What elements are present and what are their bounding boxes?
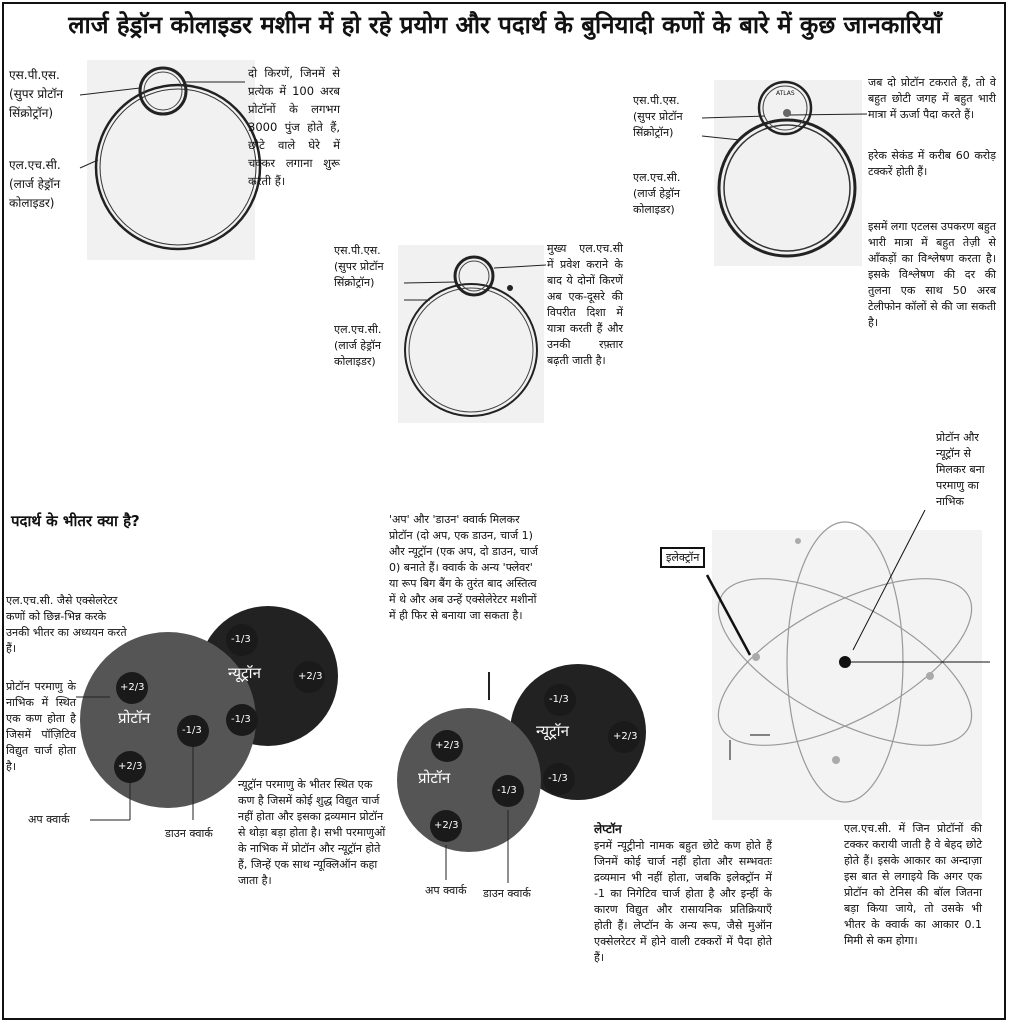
quark-up-2b: +2/3 <box>435 740 460 751</box>
neutron-label-2: न्यूट्रॉन <box>536 722 569 740</box>
lhc-label-2: एल.एच.सी. (लार्ज हेड्रॉन कोलाइडर) <box>334 323 382 368</box>
beams-start-text: दो किरणें, जिनमें से प्रत्येक में 100 अरब प्रोटॉनों के लगभग 3000 पुंज होते हैं, छोटे वाले घेरे में चक्कर लगाना शुरू करती हैं। <box>248 66 340 188</box>
electron-label: इलेक्ट्रॉन <box>660 547 705 568</box>
sps-label-1: एस.पी.एस. (सुपर प्रोटॉन सिंक्रोट्रॉन) <box>9 68 64 120</box>
neutron-definition-text: न्यूट्रॉन परमाणु के भीतर स्थित एक कण है जिसमें कोई शुद्ध विद्युत चार्ज नहीं होता और इसका द्रव्यमान प्रोटॉन से थोड़ा बड़ा होता है। सभी परमाणुओं के नाभिक में प्रोटॉन और न्यूट्रॉन होते हैं, जिन्हें एक साथ न्यूक्लिऑन कहा जाता है। <box>238 778 386 887</box>
down-quark-label-1: डाउन क्वार्क <box>165 827 213 840</box>
quark-down-2b: -1/3 <box>548 773 568 784</box>
lepton-text: इनमें न्यूट्रीनो नामक बहुत छोटे कण होते हैं जिनमें कोई चार्ज नहीं होता और सम्भवतः द्रव्यमान भी नहीं होता, जबकि इलेक्ट्रॉन में -1 का निगेटिव चार्ज होता है और इन्हीं के कारण विद्युत और रासायनिक प्रतिक्रियाएँ होती हैं। लेप्टॉन के अन्य रूप, जैसे मुऑन एक्सेलरेटर में होने वाली टक्करों में पैदा होते हैं। <box>594 839 772 964</box>
lhc-label-1: एल.एच.सी. (लार्ज हेड्रॉन कोलाइडर) <box>9 158 61 210</box>
quark-up-1b: +2/3 <box>120 682 145 693</box>
quark-down-1b: -1/3 <box>231 714 251 725</box>
accelerator-text: एल.एच.सी. जैसे एक्सेलरेटर कणों को छिन्न-भिन्न करके उनकी भीतर का अध्ययन करते हैं। <box>6 594 127 655</box>
proton-label-1: प्रोटॉन <box>118 709 151 727</box>
quark-up-1c: +2/3 <box>118 761 143 772</box>
page-title: लार्ज हेड्रॉन कोलाइडर मशीन में हो रहे प्रयोग और पदार्थ के बुनियादी कणों के बारे में कुछ जानकारियाँ <box>68 11 942 39</box>
proton-definition-text: प्रोटॉन परमाणु के नाभिक में स्थित एक कण होता है जिसमें पॉज़िटिव विद्युत चार्ज होता है। <box>6 680 76 773</box>
lhc-label-3: एल.एच.सी. (लार्ज हेड्रॉन कोलाइडर) <box>633 171 681 216</box>
quark-up-1a: +2/3 <box>298 671 323 682</box>
down-quark-label-2: डाउन क्वार्क <box>483 887 531 900</box>
quark-up-2c: +2/3 <box>434 820 459 831</box>
neutron-label-1: न्यूट्रॉन <box>228 664 261 682</box>
quark-flavor-text: 'अप' और 'डाउन' क्वार्क मिलकर प्रोटॉन (दो अप, एक डाउन, चार्ज 1) और न्यूट्रॉन (एक अप, दो डाउन, चार्ज 0) बनाते हैं। क्वार्क के अन्य 'फ्लेवर' या रूप बिग बैंग के तुरंत बाद अस्तित्व में थे और अब उन्हें एक्सेलेरेटर मशीनों में ही फिर से बनाया जा सकता है। <box>389 513 538 622</box>
sps-label-2: एस.पी.एस. (सुपर प्रोटॉन सिंक्रोट्रॉन) <box>334 244 384 289</box>
quark-down-1c: -1/3 <box>182 725 202 736</box>
lepton-title: लेप्टॉन <box>594 822 622 836</box>
quark-up-2a: +2/3 <box>613 731 638 742</box>
proton-label-2: प्रोटॉन <box>418 769 451 787</box>
nucleus-label: प्रोटॉन और न्यूट्रॉन से मिलकर बना परमाणु का नाभिक <box>936 431 985 508</box>
atlas-analysis-text: इसमें लगा एटलस उपकरण बहुत भारी मात्रा में बहुत तेज़ी से आँकड़ों का विश्लेषण करता है। इसके विश्लेषण की दर की तुलना एक साथ 50 अरब टेलीफोन कॉलों से की जा सकती है। <box>868 220 996 329</box>
atlas-label: ATLAS <box>776 90 795 97</box>
section-title-matter: पदार्थ के भीतर क्या है? <box>11 512 140 530</box>
quark-down-2a: -1/3 <box>549 694 569 705</box>
quark-down-2c: -1/3 <box>497 785 517 796</box>
beams-accelerate-text: मुख्य एल.एच.सी में प्रवेश कराने के बाद ये दोनों किरणें अब एक-दूसरे की विपरीत दिशा में यात्रा करती हैं और उनकी रफ़्तार बढ़ती जाती है। <box>547 242 623 367</box>
up-quark-label-2: अप क्वार्क <box>425 884 467 897</box>
proton-size-text: एल.एच.सी. में जिन प्रोटॉनों की टक्कर करायी जाती है वे बेहद छोटे होते हैं। इसके आकार का अन्दाज़ा इस बात से लगाइये कि अगर एक प्रोटॉन को टेनिस की बॉल जितना बड़ा किया जाये, तो उसके भी भीतर के क्वार्क का आकार 0.1 मिमी से कम होगा। <box>844 822 982 947</box>
sps-label-3: एस.पी.एस. (सुपर प्रोटॉन सिंक्रोट्रॉन) <box>633 94 683 139</box>
quark-down-1a: -1/3 <box>231 634 251 645</box>
collisions-per-second-text: हरेक सेकंड में करीब 60 करोड़ टक्करें होती हैं। <box>868 149 996 178</box>
up-quark-label-1: अप क्वार्क <box>28 813 70 826</box>
collision-energy-text: जब दो प्रोटॉन टकराते हैं, तो वे बहुत छोटी जगह में बहुत भारी मात्रा में ऊर्जा पैदा करते हैं। <box>868 76 996 121</box>
